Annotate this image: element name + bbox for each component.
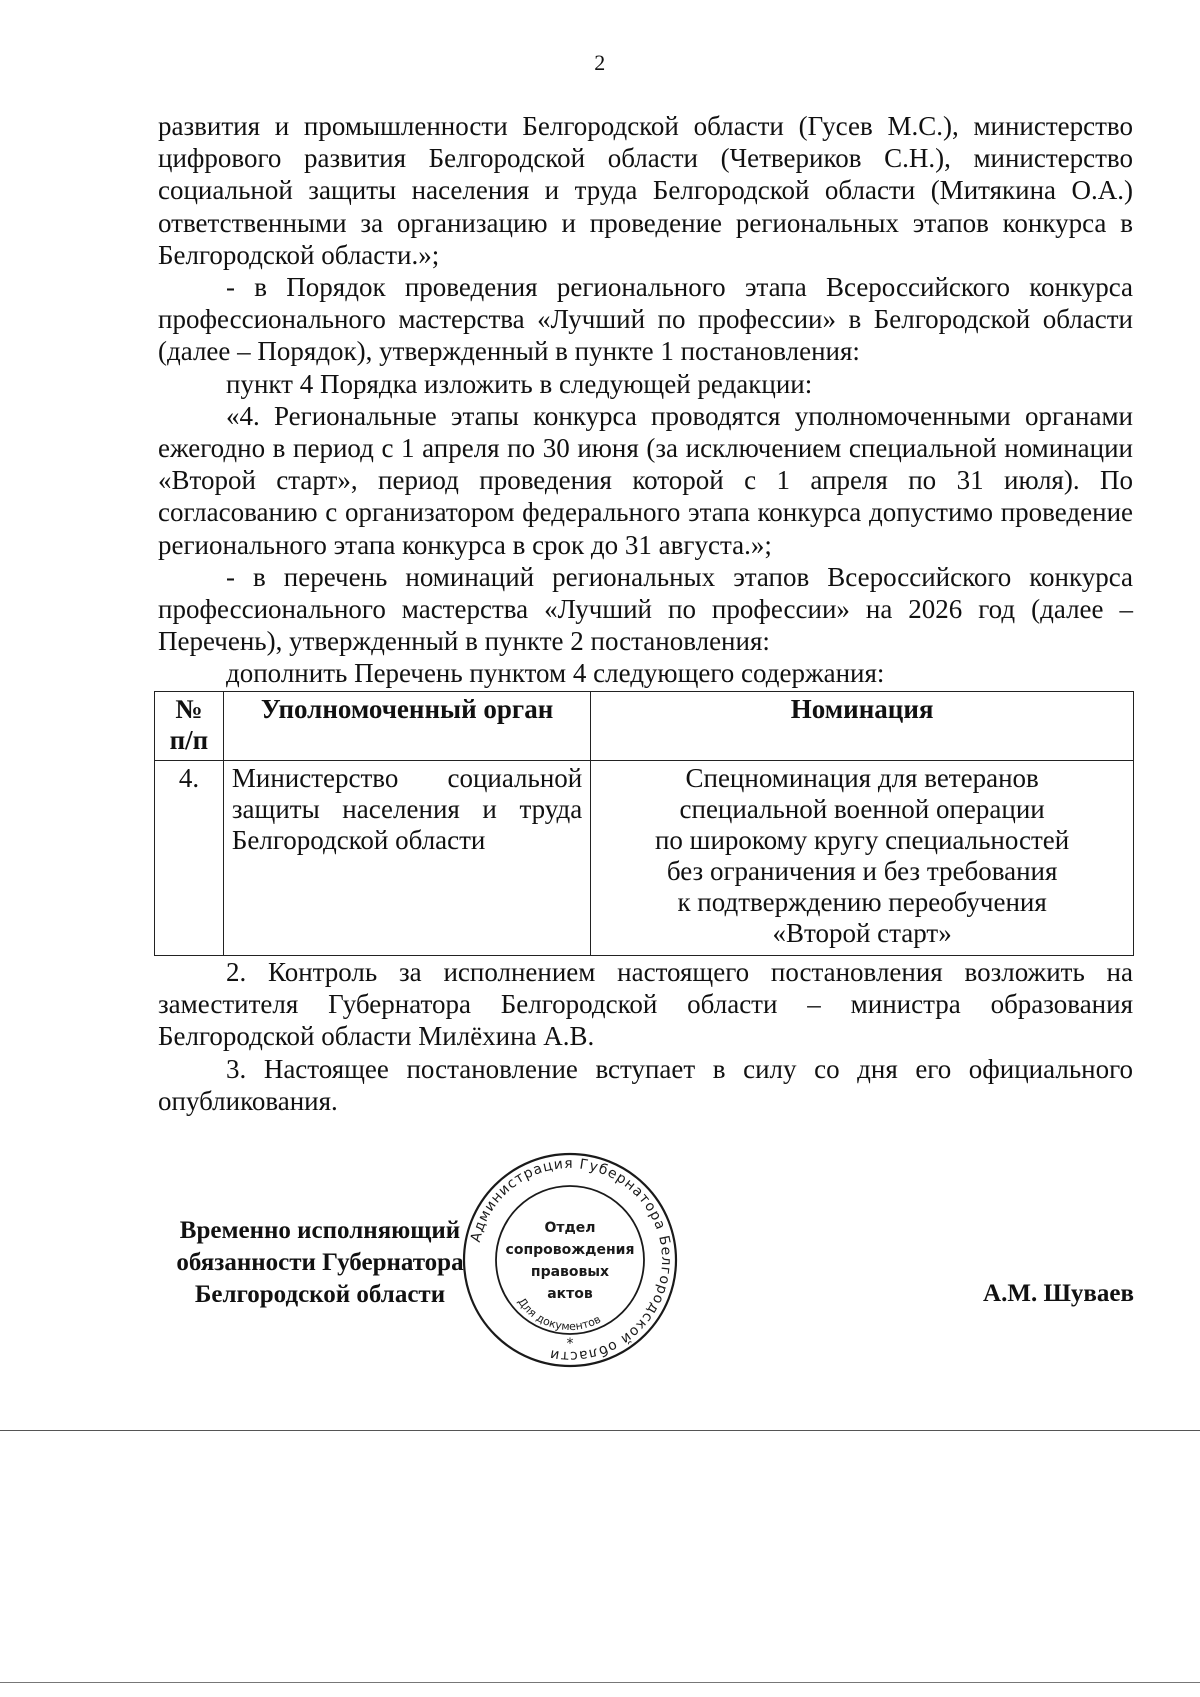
stamp-center-line: сопровождения [505, 1242, 635, 1258]
document-closing [158, 956, 1133, 1117]
stamp-star: * [566, 1336, 574, 1352]
nomination-line: Спецноминация для ветеранов [685, 763, 1039, 793]
nomination-line: к подтверждению переобучения [677, 887, 1047, 917]
signer-title-line: обязанности Губернатора [176, 1249, 464, 1276]
signer-title-line: Белгородской области [194, 1281, 446, 1308]
paragraph-list-addition: дополнить Перечень пунктом 4 следующего содержания: [226, 658, 885, 689]
header-organ: Уполномоченный орган [223, 692, 590, 761]
paragraph-point-4-intro: пункт 4 Порядка изложить в следующей редакции: [226, 368, 813, 399]
table-row [155, 761, 1134, 956]
document-body [158, 110, 1133, 690]
paragraph-list-amendment: - в перечень номинаций региональных этапов Всероссийского конкурса профессионального мастерства «Лучший по профессии» на 2026 год (далее – Перечень), утвержденный в пункте 2 постановления: [158, 561, 1133, 657]
nomination-line: по широкому кругу специальностей [654, 825, 1070, 855]
page-number: 2 [594, 50, 606, 75]
signer-title [150, 1215, 490, 1311]
paragraph-continuation: развития и промышленности Белгородской области (Гусев М.С.), министерство цифрового развития Белгородской области (Четвериков С.Н.), министерство социальной защиты населения и труда Белгородской области (Митякина О.А.) ответственными за организацию и проведение региональных этапов конкурса в Белгородской области.»; [158, 111, 1133, 270]
header-number-symbol: № [175, 694, 203, 724]
official-stamp-icon [460, 1150, 680, 1370]
row-organ: Министерство социальной защиты населения и труда Белгородской области [223, 761, 590, 956]
paragraph-order-amendment: - в Порядок проведения регионального этапа Всероссийского конкурса профессионального мастерства «Лучший по профессии» в Белгородской области (далее – Порядок), утвержденный в пункте 1 постановления: [158, 272, 1133, 367]
row-nomination [591, 761, 1134, 956]
bottom-divider [0, 1682, 1200, 1683]
paragraph-control: 2. Контроль за исполнением настоящего постановления возложить на заместителя Губернатора Белгородской области – министра образования Белгородской области Милёхина А.В. [158, 957, 1133, 1052]
nomination-line: специальной военной операции [679, 794, 1045, 824]
header-number [155, 692, 224, 761]
stamp-center-line: правовых [530, 1264, 610, 1280]
header-number-label: п/п [169, 725, 209, 755]
stamp-center-line: Отдел [544, 1220, 596, 1236]
table-header-row [155, 692, 1134, 761]
stamp-inner-ring [496, 1186, 644, 1334]
nominations-table [154, 691, 1134, 956]
stamp-inner-bottom-text: Для документов [515, 1295, 603, 1334]
paragraph-effective-date: 3. Настоящее постановление вступает в силу со дня его официального опубликования. [158, 1053, 1133, 1116]
paragraph-point-4-text: «4. Региональные этапы конкурса проводятся уполномоченными органами ежегодно в период с 1 апреля по 30 июня (за исключением специальной номинации «Второй старт», период проведения которой с 1 апреля по 31 июля). По согласованию с организатором федерального этапа конкурса допустимо проведение регионального этапа конкурса в срок до 31 августа.»; [158, 400, 1133, 560]
nomination-line: без ограничения и без требования [666, 856, 1058, 886]
stamp-center-line: актов [547, 1286, 593, 1302]
nomination-line: «Второй старт» [772, 918, 952, 948]
row-number: 4. [155, 761, 224, 956]
signer-title-line: Временно исполняющий [179, 1217, 461, 1244]
header-nomination: Номинация [591, 692, 1134, 761]
footer-divider [0, 1430, 1200, 1431]
signer-name: А.М. Шуваев [983, 1280, 1134, 1307]
stamp-outer-text: Администрация Губернатора Белгородской области [467, 1155, 675, 1365]
